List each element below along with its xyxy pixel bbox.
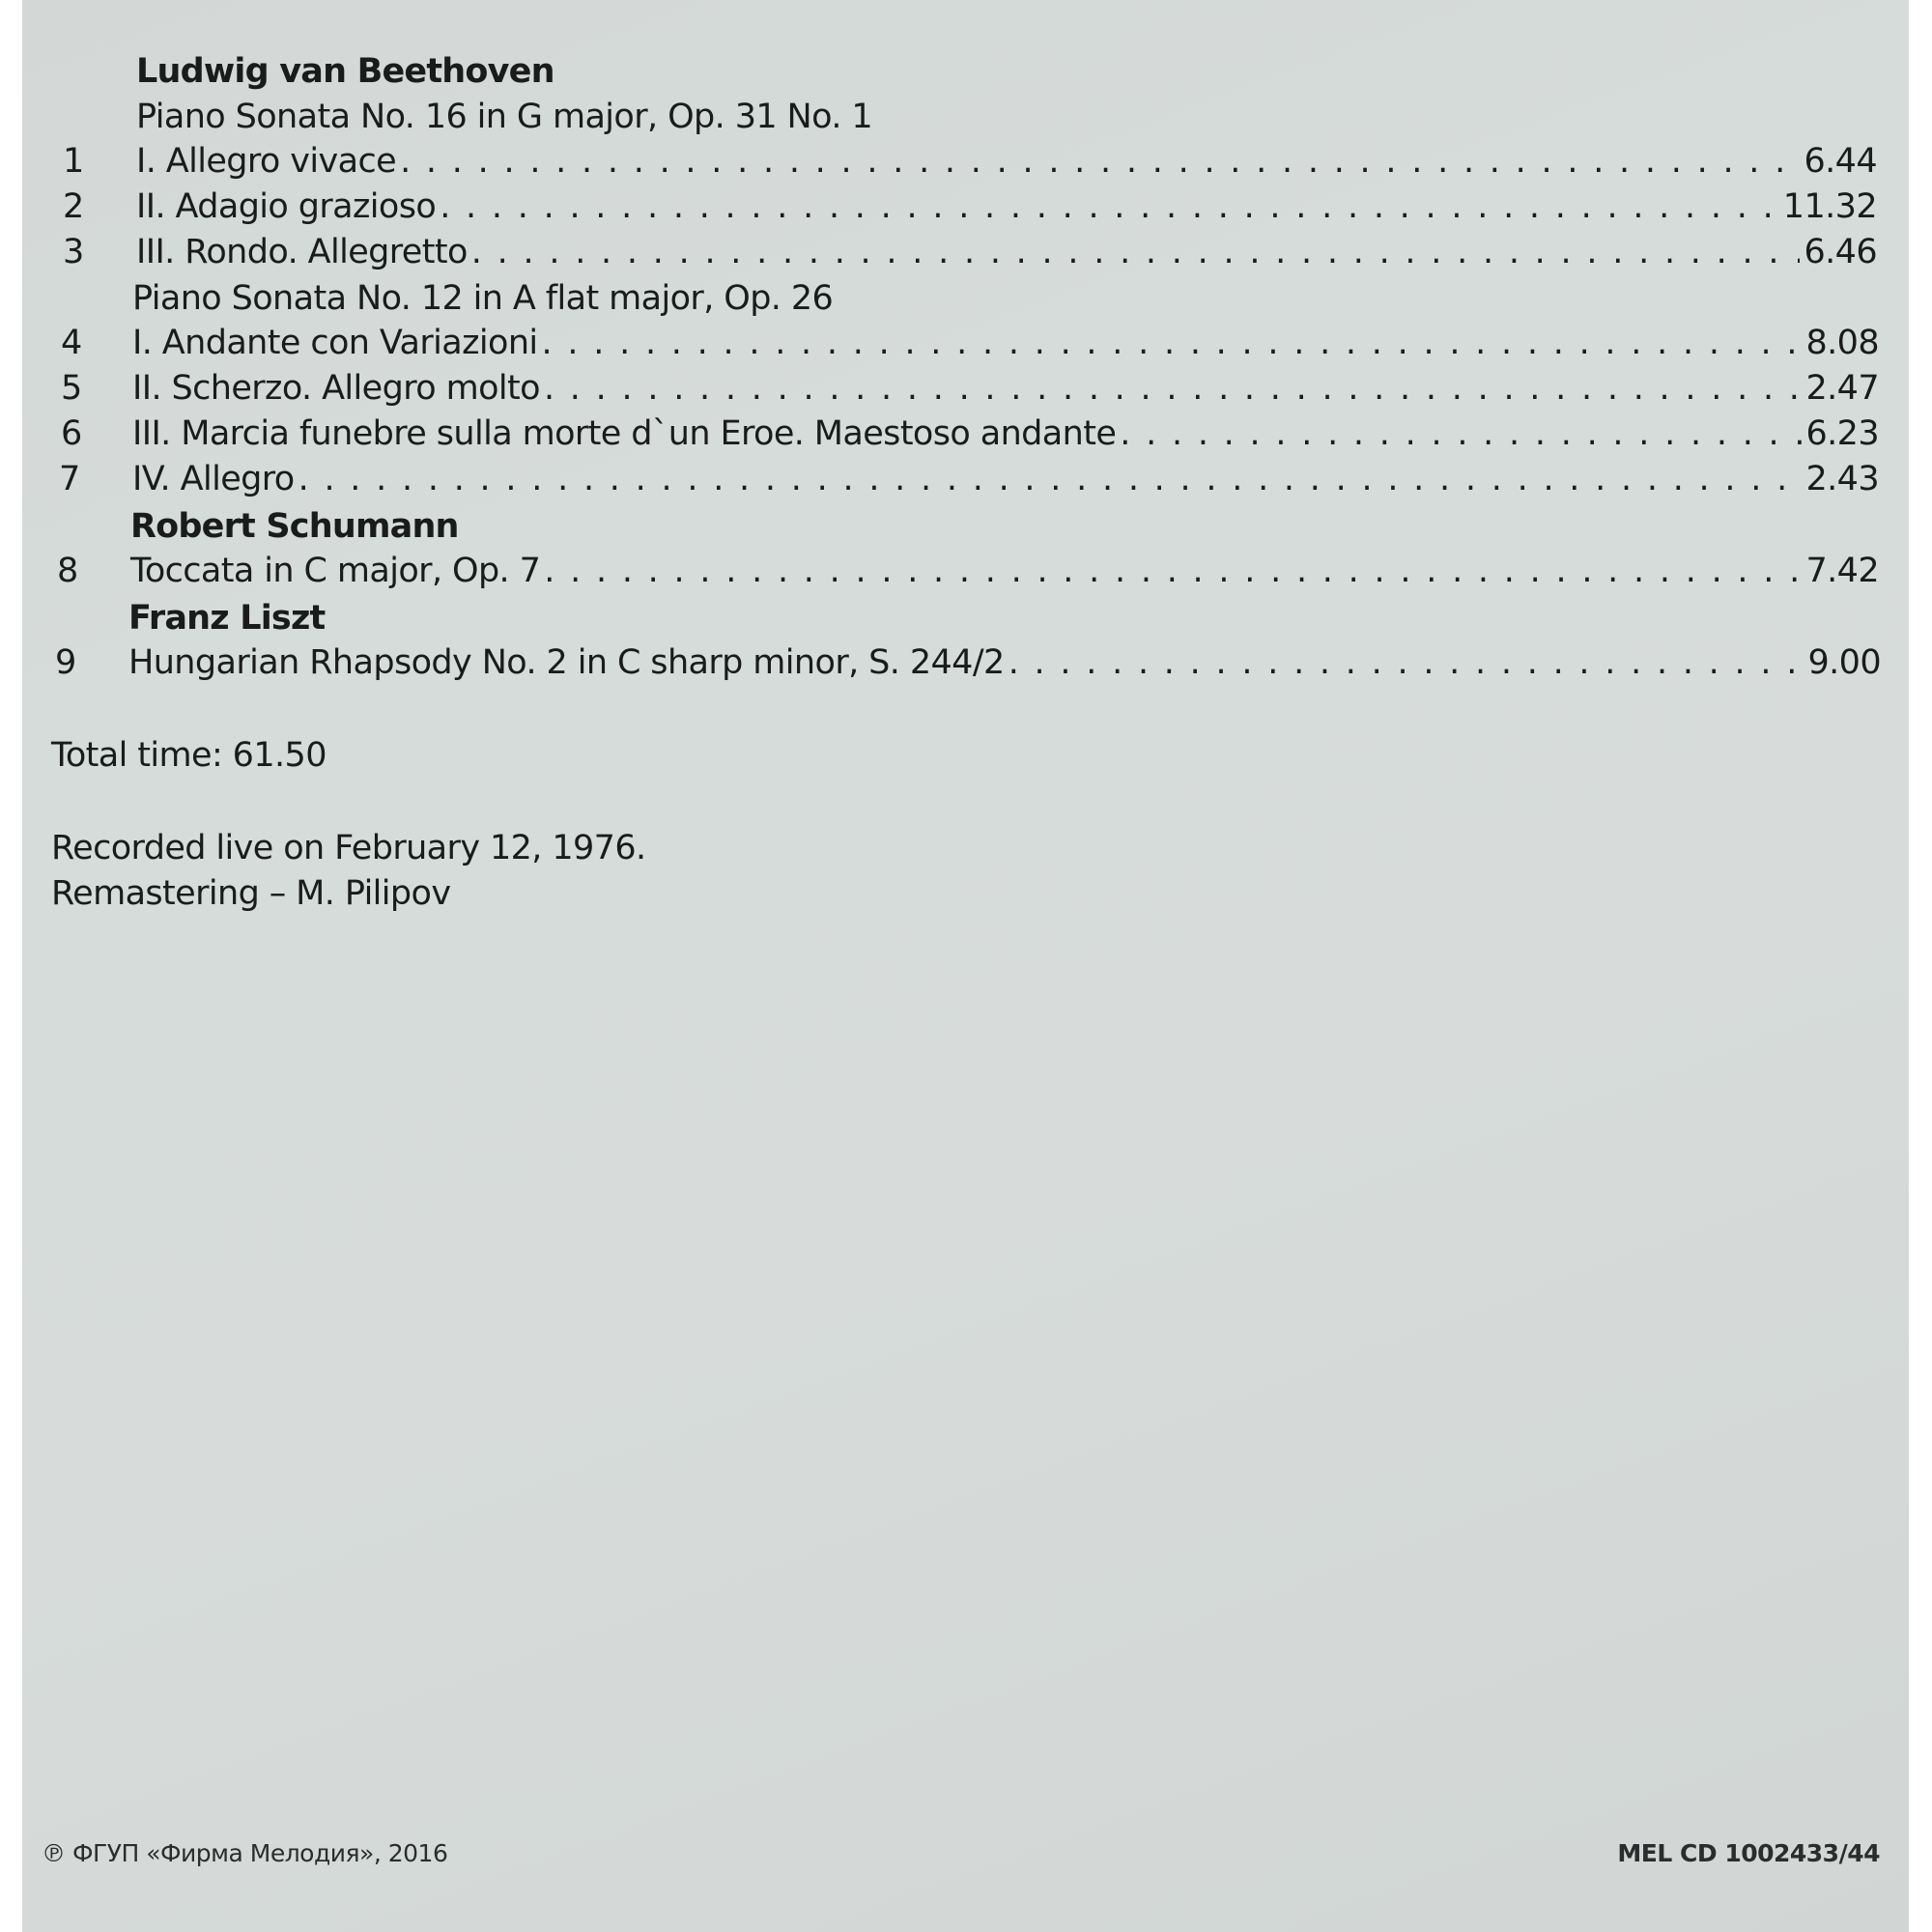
track-time: 7.42: [1805, 552, 1879, 590]
composer-heading-schumann: Robert Schumann: [130, 507, 459, 546]
track-row-2: [63, 185, 1877, 228]
track-time: 2.47: [1805, 369, 1879, 408]
track-row-1: [63, 140, 1877, 183]
track-number: 7: [59, 460, 80, 498]
track-title: II. Scherzo. Allegro molto: [132, 369, 540, 408]
track-title: II. Adagio grazioso: [136, 187, 437, 226]
track-title: I. Allegro vivace: [136, 142, 397, 181]
track-row-6: [61, 412, 1879, 455]
track-time: 6.46: [1804, 233, 1877, 271]
work-title-sonata-16: Piano Sonata No. 16 in G major, Op. 31 No. 1: [136, 98, 873, 136]
track-title: Toccata in C major, Op. 7: [130, 552, 541, 590]
track-number: 2: [63, 187, 84, 226]
track-number: 3: [63, 233, 84, 271]
track-row-8: [57, 550, 1879, 592]
track-number: 8: [57, 552, 78, 590]
dot-leader: [1009, 641, 1804, 684]
track-title: I. Andante con Variazioni: [132, 324, 538, 362]
dot-leader: [400, 140, 1800, 183]
composer-heading-beethoven: Ludwig van Beethoven: [136, 52, 554, 91]
track-title: III. Rondo. Allegretto: [136, 233, 468, 271]
tracklist-card: [22, 0, 1909, 1932]
dot-leader: [440, 185, 1779, 228]
track-number: 5: [61, 369, 82, 408]
dot-leader: [1120, 412, 1802, 455]
track-time: 9.00: [1807, 643, 1881, 682]
track-row-4: [61, 322, 1879, 364]
track-number: 1: [63, 142, 84, 181]
track-time: 2.43: [1805, 460, 1879, 498]
recording-date: Recorded live on February 12, 1976.: [51, 829, 646, 867]
composer-heading-liszt: Franz Liszt: [128, 599, 326, 638]
track-title: III. Marcia funebre sulla morte d`un Eroe. Maestoso andante: [132, 414, 1117, 453]
work-title-sonata-12: Piano Sonata No. 12 in A flat major, Op. 26: [132, 279, 834, 318]
track-time: 11.32: [1782, 187, 1877, 226]
track-time: 6.23: [1805, 414, 1879, 453]
copyright-notice: ℗ ФГУП «Фирма Мелодия», 2016: [42, 1839, 448, 1867]
track-row-7: [59, 458, 1879, 500]
track-row-3: [63, 231, 1877, 273]
track-title: Hungarian Rhapsody No. 2 in C sharp minor, S. 244/2: [128, 643, 1005, 682]
track-title: IV. Allegro: [132, 460, 295, 498]
track-row-5: [61, 367, 1879, 410]
dot-leader: [544, 367, 1803, 410]
track-time: 6.44: [1804, 142, 1877, 181]
dot-leader: [544, 550, 1802, 592]
track-number: 4: [61, 324, 82, 362]
remastering-credit: Remastering – M. Pilipov: [51, 874, 451, 913]
dot-leader: [471, 231, 1801, 273]
track-number: 9: [55, 643, 76, 682]
dot-leader: [542, 322, 1803, 364]
track-number: 6: [61, 414, 82, 453]
catalog-number: MEL CD 1002433/44: [1617, 1839, 1880, 1867]
track-row-9: [55, 641, 1881, 684]
dot-leader: [298, 458, 1803, 500]
total-time: Total time: 61.50: [51, 736, 327, 775]
track-time: 8.08: [1805, 324, 1879, 362]
